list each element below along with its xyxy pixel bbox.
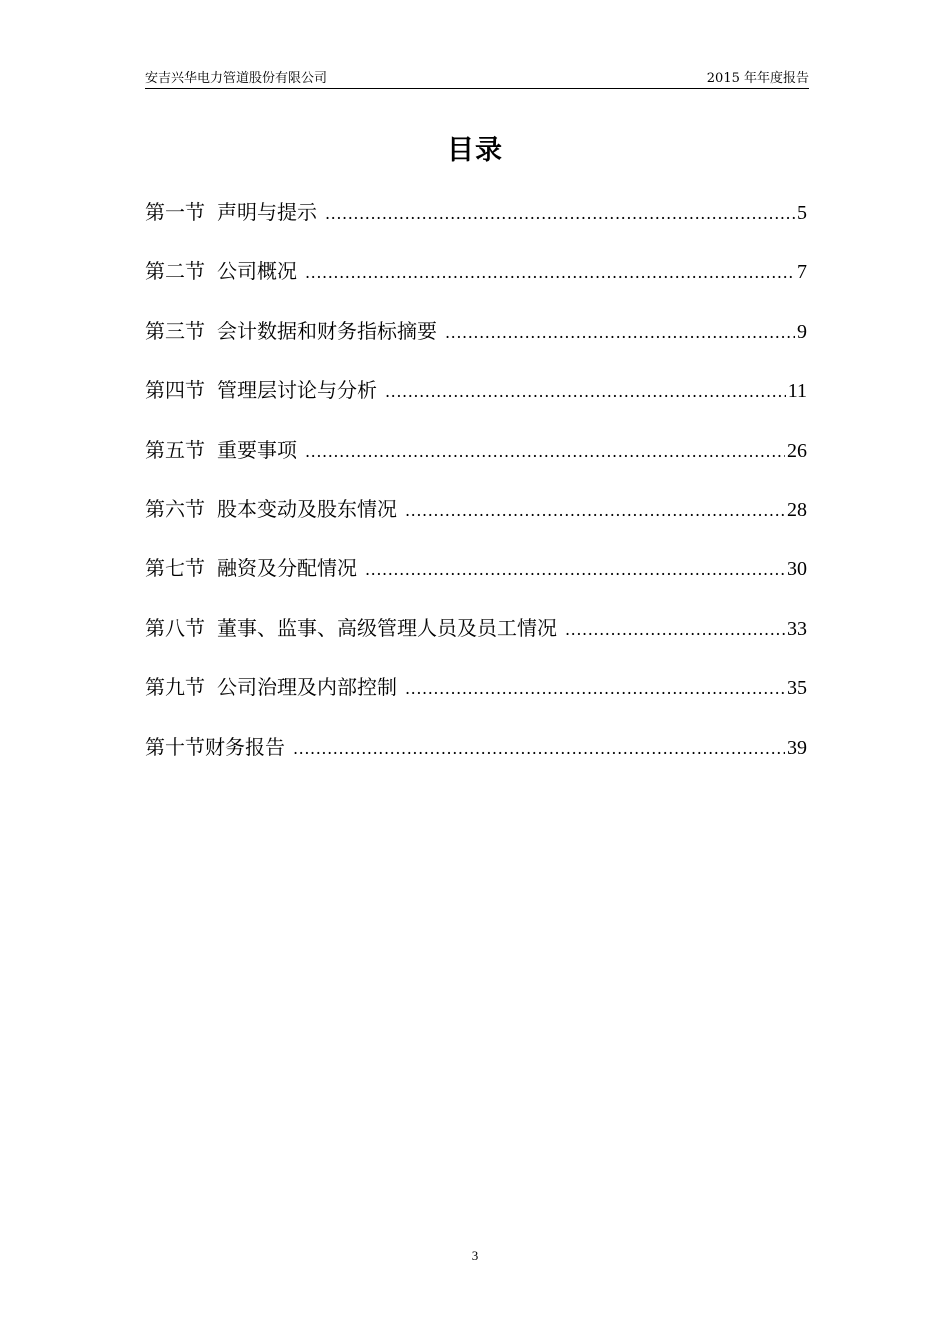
- toc-dot-leader: [293, 739, 785, 758]
- toc-section-name: 董事、监事、高级管理人员及员工情况: [217, 615, 557, 640]
- toc-item-8[interactable]: [145, 612, 807, 671]
- toc-section-label: 第四节: [145, 378, 205, 403]
- toc-section-label: 第五节: [145, 437, 205, 462]
- toc-section-label: 第六节: [145, 496, 205, 521]
- toc-item-7[interactable]: [145, 552, 807, 611]
- toc-section-label: 第七节: [145, 556, 205, 581]
- toc-dot-leader: [565, 620, 785, 639]
- toc-page-number: 35: [787, 677, 807, 700]
- toc-dot-leader: [405, 679, 785, 698]
- toc-section-name: 融资及分配情况: [217, 556, 357, 581]
- toc-dot-leader: [385, 382, 786, 401]
- toc-item-2[interactable]: [145, 255, 807, 314]
- toc-section-label: 第二节: [145, 259, 205, 284]
- toc-page-number: 5: [797, 202, 807, 224]
- toc-section-label: 第八节: [145, 615, 205, 640]
- table-of-contents: [145, 196, 807, 790]
- toc-section-label: 第三节: [145, 318, 205, 343]
- toc-page-number: 33: [787, 617, 807, 640]
- toc-dot-leader: [305, 263, 795, 282]
- toc-dot-leader: [325, 204, 795, 223]
- toc-dot-leader: [365, 560, 785, 579]
- toc-dot-leader: [445, 323, 795, 342]
- toc-section-name: 重要事项: [217, 437, 297, 462]
- toc-section-name: 股本变动及股东情况: [217, 496, 397, 521]
- toc-item-4[interactable]: [145, 374, 807, 433]
- toc-section-name: 公司概况: [217, 259, 297, 284]
- toc-section-name: 公司治理及内部控制: [217, 675, 397, 700]
- toc-item-9[interactable]: [145, 671, 807, 730]
- toc-page-number: 30: [787, 558, 807, 581]
- toc-section-name: 管理层讨论与分析: [217, 378, 377, 403]
- toc-page-number: 28: [787, 498, 807, 521]
- toc-dot-leader: [305, 442, 785, 461]
- toc-dot-leader: [405, 501, 785, 520]
- toc-item-6[interactable]: [145, 493, 807, 552]
- page-number: 3: [471, 1248, 479, 1263]
- toc-page-number: 26: [787, 439, 807, 462]
- toc-item-1[interactable]: [145, 196, 807, 255]
- toc-page-number: 11: [787, 380, 807, 403]
- header-report-title: 2015 年年度报告: [706, 71, 809, 86]
- toc-page-number: 7: [797, 261, 807, 284]
- toc-page-number: 9: [797, 320, 807, 343]
- toc-item-10[interactable]: [145, 731, 807, 790]
- header-company-name: 安吉兴华电力管道股份有限公司: [145, 71, 328, 86]
- toc-page-number: 39: [787, 736, 807, 759]
- toc-section-name: 声明与提示: [217, 200, 317, 224]
- toc-section-name: 会计数据和财务指标摘要: [217, 318, 437, 343]
- toc-item-3[interactable]: [145, 315, 807, 374]
- toc-section-label: 第九节: [145, 675, 205, 700]
- toc-section-name: 财务报告: [205, 734, 285, 759]
- toc-item-5[interactable]: [145, 434, 807, 493]
- toc-section-label: 第一节: [145, 200, 205, 224]
- page-title: 目录: [447, 135, 503, 166]
- toc-section-label: 第十节: [145, 734, 205, 759]
- page-header: [145, 66, 809, 89]
